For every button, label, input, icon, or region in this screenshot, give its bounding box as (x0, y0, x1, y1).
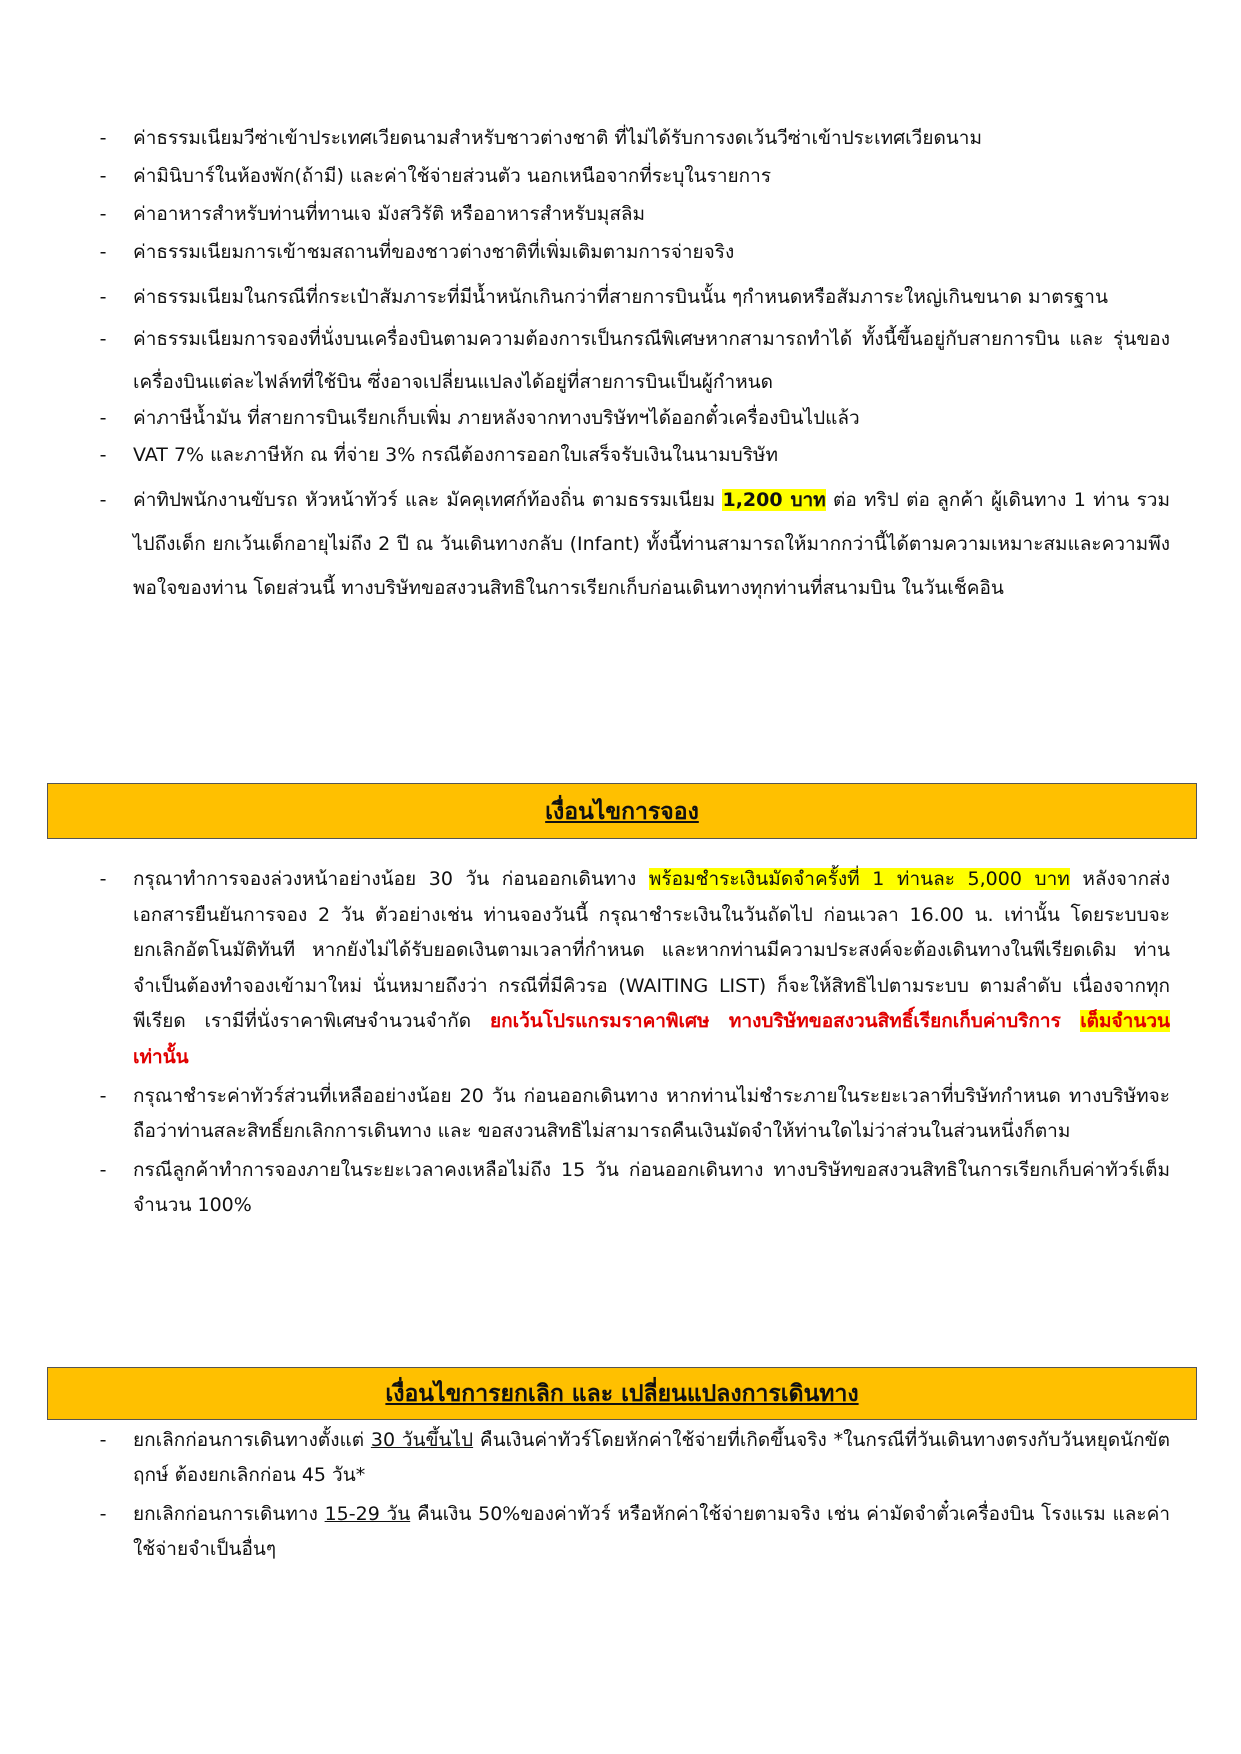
full-amount-highlight: เต็มจำนวน (1080, 1010, 1170, 1032)
cancel-item1-after: คืนเงินค่าทัวร์โดยหักค่าใช้จ่ายที่เกิดขึ้นจริง *ในกรณีที่วันเดินทางตรงกับวันหยุดนักขัตฤกษ์ ต้องยกเลิกก่อน 45 วัน* (133, 1429, 1171, 1486)
bullet-dash: - (99, 489, 107, 511)
list-item (0, 1153, 1170, 1223)
list-item (0, 862, 1170, 1075)
item-text: ค่าภาษีน้ำมัน ที่สายการบินเรียกเก็บเพิ่ม ภายหลังจากทางบริษัทฯได้ออกตั๋วเครื่องบินไปแล้ว (133, 407, 860, 429)
booking-conditions-header (47, 783, 1197, 839)
booking-conditions-title: เงื่อนไขการจอง (545, 799, 699, 825)
cancellation-conditions-header (47, 1367, 1197, 1420)
bullet-dash: - (99, 1429, 107, 1451)
list-item (0, 1423, 1170, 1493)
list-item (0, 318, 1170, 404)
deposit-highlight: พร้อมชำระเงินมัดจำครั้งที่ 1 ท่านละ 5,000 บาท (648, 868, 1070, 890)
bullet-dash: - (99, 203, 107, 225)
item-text: VAT 7% และภาษีหัก ณ ที่จ่าย 3% กรณีต้องการออกใบเสร็จรับเงินในนามบริษัท (133, 444, 778, 466)
item-text: กรณีลูกค้าทำการจองภายในระยะเวลาคงเหลือไม่ถึง 15 วัน ก่อนออกเดินทาง ทางบริษัทขอสงวนสิทธิในการเรียกเก็บค่าทัวร์เต็มจำนวน 100% (133, 1159, 1170, 1216)
item-text: ค่าธรรมเนียมวีซ่าเข้าประเทศเวียดนามสำหรับชาวต่างชาติ ที่ไม่ได้รับการงดเว้นวีซ่าเข้าประเทศเวียดนาม (133, 127, 982, 149)
list-item (0, 404, 1170, 433)
item-text: ค่าธรรมเนียมการเข้าชมสถานที่ของชาวต่างชาติที่เพิ่มเติมตามการจ่ายจริง (133, 241, 735, 263)
bullet-dash: - (99, 127, 107, 149)
bullet-dash: - (99, 407, 107, 429)
item-text: ค่าธรรมเนียมการจองที่นั่งบนเครื่องบินตามความต้องการเป็นกรณีพิเศษหากสามารถทำได้ ทั้งนี้ขึ้นอยู่กับสายการบิน และ รุ่นของเครื่องบินแต่ละไฟล์ทที่ใช้บิน ซึ่งอาจเปลี่ยนแปลงได้อยู่ที่สายการบินเป็นผู้กำหนด (133, 328, 1170, 393)
excluded-items-list (0, 124, 1241, 610)
item-text: ค่าธรรมเนียมในกรณีที่กระเป๋าสัมภาระที่มีน้ำหนักเกินกว่าที่สายการบินนั้น ๆกำหนดหรือสัมภาระใหญ่เกินขนาด มาตรฐาน (133, 286, 1108, 308)
cancel-item2-after: คืนเงิน 50%ของค่าทัวร์ หรือหักค่าใช้จ่ายตามจริง เช่น ค่ามัดจำตั๋วเครื่องบิน โรงแรม และค่าใช้จ่ายจำเป็นอื่นๆ (133, 1503, 1171, 1560)
bullet-dash: - (99, 868, 107, 890)
bullet-dash: - (99, 241, 107, 263)
tip-text-after: ต่อ ทริป ต่อ ลูกค้า ผู้เดินทาง 1 ท่าน รวมไปถึงเด็ก ยกเว้นเด็กอายุไม่ถึง 2 ปี ณ วันเดินทางกลับ (Infant) ทั้งนี้ท่านสามารถให้มากกว่านี้ได้ตามความเหมาะสมและความพึงพอใจของท่าน โดยส่วนนี้ ทางบริษัทขอสงวนสิทธิในการเรียกเก็บก่อนเดินทางทุกท่านที่สนามบิน ในวันเช็คอิน (133, 489, 1170, 599)
special-price-note-end: เท่านั้น (133, 1045, 189, 1068)
list-item-tip (0, 478, 1170, 610)
cancellation-conditions-title: เงื่อนไขการยกเลิก และ เปลี่ยนแปลงการเดินทาง (385, 1381, 859, 1407)
list-item (0, 1497, 1170, 1567)
bullet-dash: - (99, 1085, 107, 1107)
booking-item1-before: กรุณาทำการจองล่วงหน้าอย่างน้อย 30 วัน ก่อนออกเดินทาง (133, 868, 649, 890)
bullet-dash: - (99, 165, 107, 187)
list-item (0, 1079, 1170, 1149)
booking-item1-middle: หลังจากส่งเอกสารยืนยันการจอง 2 วัน ตัวอย่างเช่น ท่านจองวันนี้ กรุณาชำระเงินในวันถัดไป ก่อนเวลา 16.00 น. เท่านั้น โดยระบบจะยกเลิกอัตโนมัติทันที หากยังไม่ได้รับยอดเงินตามเวลาที่กำหนด และหากท่านมีความประสงค์จะต้องเดินทางในพีเรียดเดิม ท่านจำเป็นต้องทำจองเข้ามาใหม่ นั่นหมายถึงว่า กรณีที่มีคิวรอ (WAITING LIST) ก็จะให้สิทธิไปตามระบบ ตามลำดับ เนื่องจากทุกพีเรียด เรามีที่นั่งราคาพิเศษจำนวนจำกัด (133, 868, 1170, 1032)
item-text: ค่าอาหารสำหรับท่านที่ทานเจ มังสวิรัติ หรืออาหารสำหรับมุสลิม (133, 203, 646, 225)
item-text: ค่ามินิบาร์ในห้องพัก(ถ้ามี) และค่าใช้จ่ายส่วนตัว นอกเหนือจากที่ระบุในรายการ (133, 165, 772, 187)
bullet-dash: - (99, 444, 107, 466)
list-item (0, 238, 1170, 267)
list-item (0, 124, 1170, 153)
bullet-dash: - (99, 286, 107, 308)
cancel-item2-before: ยกเลิกก่อนการเดินทาง (133, 1503, 325, 1525)
cancel-period-30: 30 วันขึ้นไป (370, 1429, 474, 1451)
bullet-dash: - (99, 1503, 107, 1525)
tip-text-before: ค่าทิปพนักงานขับรถ หัวหน้าทัวร์ และ มัคคุเทศก์ท้องถิ่น ตามธรรมเนียม (133, 489, 723, 511)
item-text: กรุณาชำระค่าทัวร์ส่วนที่เหลืออย่างน้อย 20 วัน ก่อนออกเดินทาง หากท่านไม่ชำระภายในระยะเวลาที่บริษัทกำหนด ทางบริษัทจะถือว่าท่านสละสิทธิ์ยกเลิกการเดินทาง และ ขอสงวนสิทธิไม่สามารถคืนเงินมัดจำให้ท่านใดไม่ว่าส่วนในส่วนหนึ่งก็ตาม (133, 1085, 1170, 1142)
tip-amount-highlight: 1,200 บาท (722, 489, 826, 511)
booking-conditions-list (0, 862, 1241, 1227)
list-item (0, 276, 1170, 318)
list-item (0, 162, 1170, 191)
list-item (0, 200, 1170, 229)
bullet-dash: - (99, 1159, 107, 1181)
list-item (0, 441, 1170, 470)
bullet-dash: - (99, 328, 107, 350)
cancellation-conditions-list (0, 1423, 1241, 1571)
cancel-period-15-29: 15-29 วัน (324, 1503, 411, 1525)
cancel-item1-before: ยกเลิกก่อนการเดินทางตั้งแต่ (133, 1429, 371, 1451)
special-price-note: ยกเว้นโปรแกรมราคาพิเศษ ทางบริษัทขอสงวนสิทธิ์เรียกเก็บค่าบริการ (489, 1010, 1081, 1032)
